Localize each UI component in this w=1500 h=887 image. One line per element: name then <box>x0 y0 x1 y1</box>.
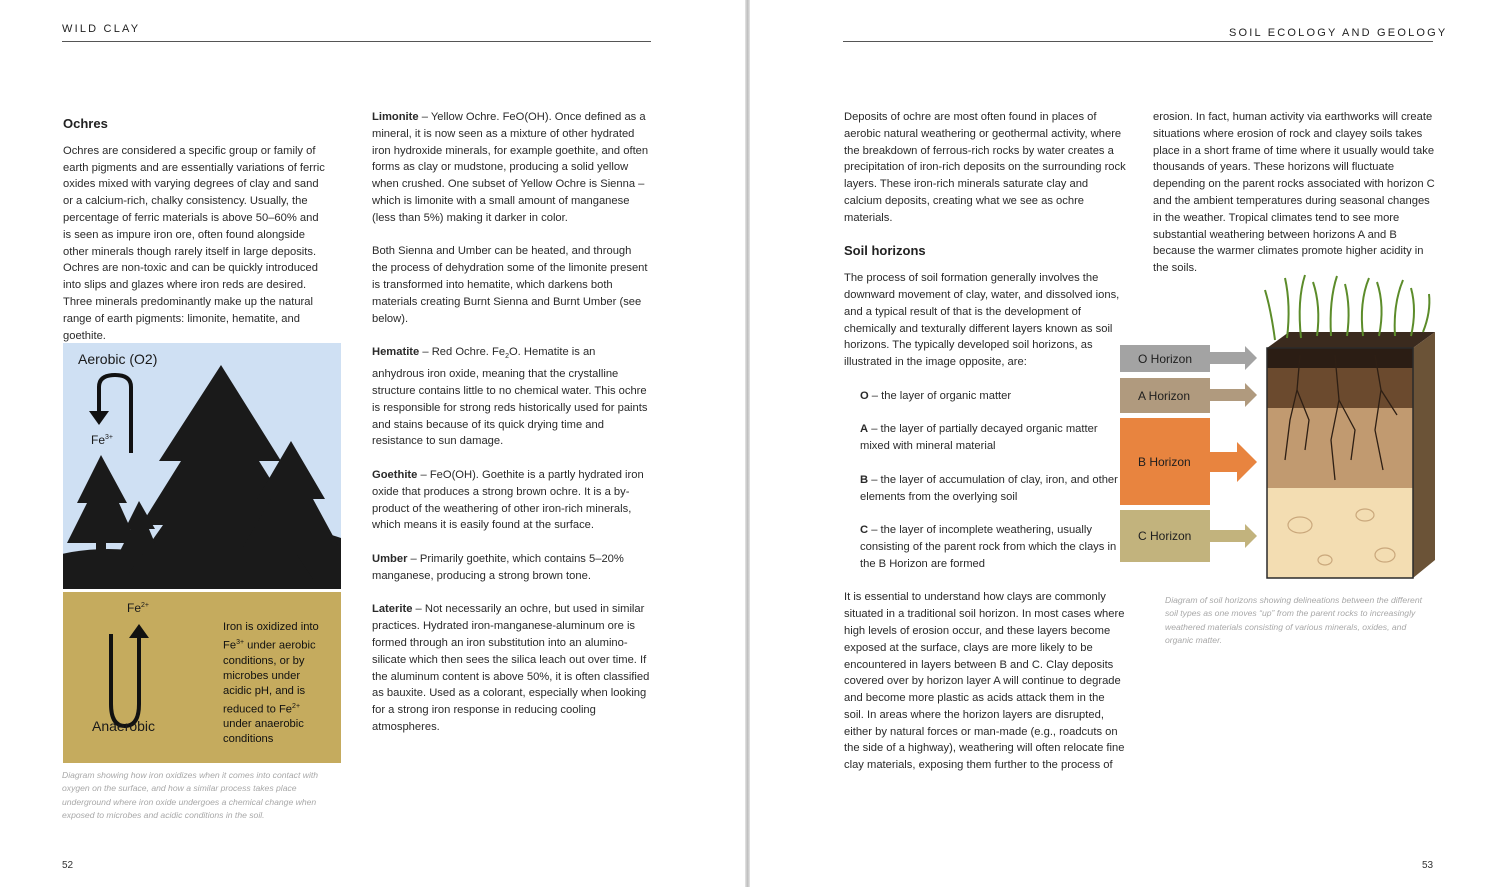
ochre-deposits-paragraph: Deposits of ochre are most often found in places of aerobic natural weathering or geothermal activity, where the breakdown of ferrous-rich rocks by water creates a precipitation of iron-rich deposits on the surrounding rock layers. These iron-rich minerals saturate clay and calcium deposits, creating what we see as ochre materials. <box>844 111 1126 224</box>
a-horizon-arrow <box>1210 383 1257 407</box>
tree-left-trunk <box>96 539 106 563</box>
oxidation-explanation: Iron is oxidized into $Fe^{3+}$ under aerobic conditions, or by microbes under acidic pH, and is reduced to $Fe^{2+}$ under anaerobic conditions <box>223 621 319 746</box>
horizon-list <box>860 388 1126 573</box>
soil-block <box>1267 332 1435 578</box>
grass-blade-9 <box>1395 280 1403 336</box>
grass-blade-1 <box>1265 290 1275 340</box>
grass-blade-3 <box>1300 275 1305 338</box>
soil-formation-paragraph: The process of soil formation generally involves the downward movement of clay, water, and dissolved ions, and a typical result of that is the development of chemically and texturally different layers known as soil horizons. The typically developed soil horizons, as illustrated in the image opposite, are: <box>844 272 1120 369</box>
horizon-list-item-o: O – the layer of organic matter <box>860 389 1012 402</box>
pigment-column <box>372 109 650 753</box>
grass-blade-7 <box>1362 278 1369 336</box>
header-rule-right <box>843 41 1433 42</box>
aerobic-zone <box>63 343 341 589</box>
soil-layer-c <box>1267 488 1413 578</box>
grass-blade-4 <box>1313 282 1318 336</box>
soil-side-face <box>1413 332 1435 578</box>
section-heading-soil-horizons: Soil horizons <box>844 243 926 259</box>
grass-blade-11 <box>1423 294 1429 332</box>
goethite-entry: Goethite – FeO(OH). Goethite is a partly hydrated iron oxide that produces a strong brown ochre. It is a by-product of the weathering of other iron-rich minerals, which means it is easily found at the surface. <box>372 468 644 532</box>
aerobic-arrowhead <box>89 411 109 425</box>
tree-left <box>67 455 137 543</box>
sienna-umber-paragraph: Both Sienna and Umber can be heated, and through the process of dehydration some of the limonite present is transformed into hematite, which darkens both materials creating Burnt Sienna and Burnt Umber (see below). <box>372 245 648 325</box>
anaerobic-zone <box>63 592 341 763</box>
b-horizon-arrow <box>1210 442 1257 482</box>
ochres-column <box>63 116 325 361</box>
soil-column <box>844 109 1126 791</box>
a-horizon-label: A Horizon <box>1120 378 1210 413</box>
c-horizon-label: C Horizon <box>1120 510 1210 562</box>
soil-profile-illustration <box>1205 270 1440 585</box>
soil-layer-o <box>1267 348 1413 368</box>
b-horizon-label: B Horizon <box>1120 418 1210 505</box>
grass-blade-6 <box>1345 284 1349 336</box>
grass-blade-5 <box>1331 276 1337 336</box>
running-head-right: SOIL ECOLOGY AND GEOLOGY <box>1229 27 1448 39</box>
header-rule-left <box>62 41 651 42</box>
tree-right-trunk <box>285 541 297 563</box>
limonite-entry: Limonite – Yellow Ochre. FeO(OH). Once defined as a mineral, it is now seen as a mixture of other hydrated iron hydroxide minerals, for example goethite, and often forms as clay or mudstone, producing a solid yellow when crushed. One subset of Yellow Ochre is Sienna – which is limonite with a small amount of manganese (less than 5%) making it darker in color. <box>372 111 649 224</box>
horizon-list-item-a: A – the layer of partially decayed organic matter mixed with mineral material <box>860 423 1098 453</box>
aerobic-label: Aerobic (O2) <box>78 351 158 367</box>
horizon-arrows <box>1210 346 1257 548</box>
anaerobic-cycle-arrow <box>111 634 139 726</box>
forest-hills-illustration <box>63 343 341 589</box>
anaerobic-arrowhead <box>129 624 149 638</box>
soil-top-surface <box>1267 332 1435 348</box>
grass-blade-8 <box>1377 282 1382 336</box>
running-head-left: WILD CLAY <box>62 23 141 35</box>
page-number-right: 53 <box>1422 860 1434 871</box>
horizon-list-item-c: C – the layer of incomplete weathering, usually consisting of the parent rock from which the clays in the B Horizon are formed <box>860 524 1117 570</box>
c-horizon-arrow <box>1210 524 1257 548</box>
section-heading-ochres: Ochres <box>63 116 108 131</box>
iron-oxidation-diagram <box>63 343 341 763</box>
laterite-entry: Laterite – Not necessarily an ochre, but used in similar practices. Hydrated iron-manganese-aluminum ore is formed through an iron substitution into an alumino-silicate which then sees the silica leach out over time. If the aluminum content is above 50%, it is often classified as bauxite. Used as a colorant, especially when looking for a strong iron response in reducing cooling atmospheres. <box>372 603 650 733</box>
o-horizon-label: O Horizon <box>1120 345 1210 372</box>
umber-entry: Umber – Primarily goethite, which contains 5–20% manganese, producing a strong brown tone. <box>372 552 624 582</box>
hematite-entry: Hematite – Red Ochre. $Fe_2O$. Hematite is an anhydrous iron oxide, meaning that the crystalline structure contains little to no chemical water. This ochre is responsible for strong reds historically used for paints and stains because of its quick drying time and resistance to sun damage. <box>372 346 648 448</box>
erosion-paragraph: erosion. In fact, human activity via earthworks will create situations where erosion of rock and clayey soils takes place in a short frame of time where it usually would take thousands of years. These horizons will fluctuate depending on the parent rocks associated with horizon C and the ambient temperatures during seasonal changes in the weather. Tropical climates tend to see more substantial weathering between horizons A and B because the warmer climates promote higher acidity in the soils. <box>1153 111 1435 275</box>
iron-diagram-caption: Diagram showing how iron oxidizes when it comes into contact with oxygen on the surface, and how a similar process takes place underground where iron oxide undergoes a chemical change when exposed to microbes and acidic conditions in the soil. <box>62 770 319 821</box>
ochres-paragraph: Ochres are considered a specific group or family of earth pigments and are essentially variations of ferric oxides mixed with varying degrees of clay and sand or a calcium-rich, chalky consistency. Usually, the percentage of ferric materials is above 50–60% and is seen as impure iron ore, often found alongside other minerals though rarely itself in large deposits. Ochres are non-toxic and can be quickly introduced into slips and glazes where iron reds are desired. Three minerals predominantly make up the natural range of earth pigments: limonite, hematite, and goethite. <box>63 144 325 342</box>
soil-diagram-caption: Diagram of soil horizons showing delineations between the different soil types as one moves “up” from the parent rocks to increasingly weathered materials consisting of various minerals, oxides, and organic matter. <box>1165 595 1423 646</box>
grass-blade-2 <box>1285 278 1289 338</box>
tree-large-trunk <box>213 568 229 588</box>
fe2-label: $Fe^{2+}$ <box>127 601 149 615</box>
clay-situation-paragraph: It is essential to understand how clays are commonly situated in a traditional soil horizon. In most cases where high levels of erosion occur, and these layers become exposed at the surface, clays are more likely to be encountered in layers between B and C. Clay deposits covered over by horizon layer A will continue to degrade and become more plastic as acids attack them in the soil. In areas where the horizon layers are disrupted, either by natural forces or man-made (e.g., roadcuts on the side of a highway), weathering will often relocate fine clay materials, exposing them further to the process of <box>844 591 1125 772</box>
anaerobic-label: Anaerobic <box>92 718 156 734</box>
o-horizon-arrow <box>1210 346 1257 370</box>
soil-layer-b <box>1267 408 1413 488</box>
fe3-label: $Fe^{3+}$ <box>91 433 113 447</box>
grass-tufts <box>1265 275 1429 340</box>
horizon-list-item-b: B – the layer of accumulation of clay, iron, and other elements from the overlying soil <box>860 473 1118 503</box>
page-number-left: 52 <box>62 860 74 871</box>
tree-small-trunk <box>135 548 142 564</box>
erosion-column <box>1153 109 1435 294</box>
grass-blade-10 <box>1411 288 1414 336</box>
